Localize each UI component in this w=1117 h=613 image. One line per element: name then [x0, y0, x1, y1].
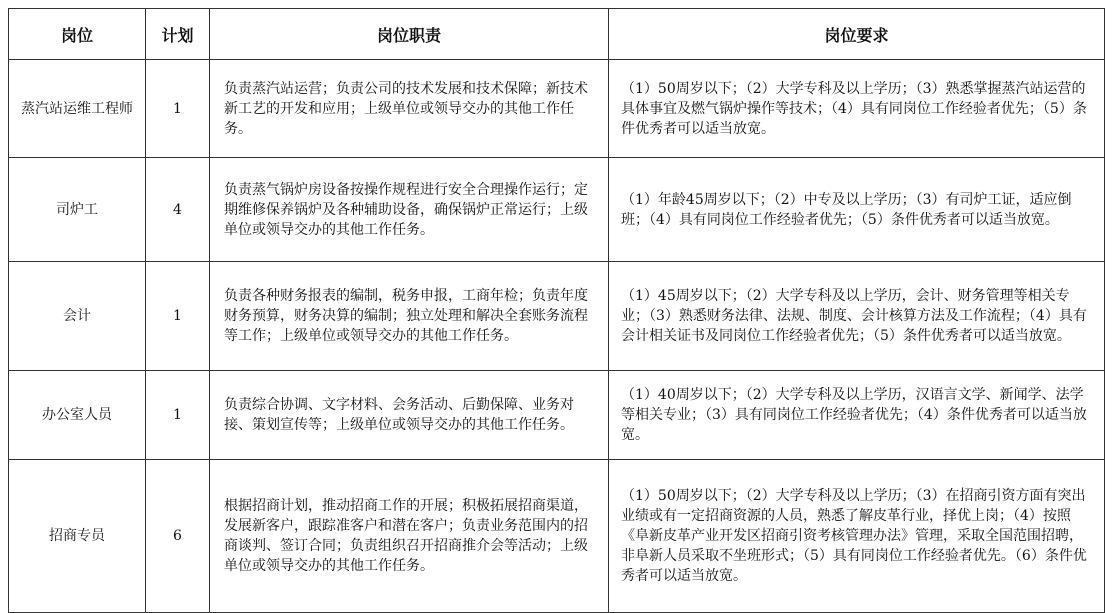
table-row — [9, 60, 1105, 158]
recruitment-table-container — [8, 8, 1105, 613]
table-row — [9, 460, 1105, 613]
duties-cell: 负责各种财务报表的编制，税务申报，工商年检；负责年度财务预算，财务决算的编制；独立处理和解决全套账务流程等工作；上级单位或领导交办的其他工作任务。 — [210, 262, 609, 371]
table-row — [9, 158, 1105, 262]
position-cell: 蒸汽站运维工程师 — [9, 60, 146, 158]
plan-cell: 4 — [146, 158, 210, 262]
position-cell: 办公室人员 — [9, 371, 146, 460]
position-cell: 司炉工 — [9, 158, 146, 262]
table-row — [9, 371, 1105, 460]
requirements-cell: （1）45周岁以下；（2）大学专科及以上学历，会计、财务管理等相关专业；（3）熟悉财务法律、法规、制度、会计核算方法及工作流程；（4）具有会计相关证书及同岗位工作经验者优先；（5）条件优秀者可以适当放宽。 — [609, 262, 1105, 371]
plan-cell: 1 — [146, 60, 210, 158]
requirements-cell: （1）50周岁以下；（2）大学专科及以上学历；（3）熟悉掌握蒸汽站运营的具体事宜及燃气锅炉操作等技术；（4）具有同岗位工作经验者优先；（5）条件优秀者可以适当放宽。 — [609, 60, 1105, 158]
duties-cell: 负责蒸气锅炉房设备按操作规程进行安全合理操作运行；定期维修保养锅炉及各种辅助设备，确保锅炉正常运行；上级单位或领导交办的其他工作任务。 — [210, 158, 609, 262]
duties-cell: 负责蒸汽站运营；负责公司的技术发展和技术保障；新技术新工艺的开发和应用；上级单位或领导交办的其他工作任务。 — [210, 60, 609, 158]
duties-cell: 负责综合协调、文字材料、会务活动、后勤保障、业务对接、策划宣传等；上级单位或领导交办的其他工作任务。 — [210, 371, 609, 460]
requirements-cell: （1）年龄45周岁以下；（2）中专及以上学历；（3）有司炉工证，适应倒班；（4）具有同岗位工作经验者优先；（5）条件优秀者可以适当放宽。 — [609, 158, 1105, 262]
plan-cell: 1 — [146, 262, 210, 371]
requirements-cell: （1）40周岁以下；（2）大学专科及以上学历，汉语言文学、新闻学、法学等相关专业；（3）具有同岗位工作经验者优先；（4）条件优秀者可以适当放宽。 — [609, 371, 1105, 460]
header-plan: 计划 — [146, 9, 210, 60]
requirements-cell: （1）50周岁以下；（2）大学专科及以上学历；（3）在招商引资方面有突出业绩或有一定招商资源的人员，熟悉了解皮革行业，择优上岗；（4）按照《阜新皮革产业开发区招商引资考核管理办法》管理，采取全国范围招聘，非阜新人员采取不坐班形式；（5）具有同岗位工作经验者优先。（6）条件优秀者可以适当放宽。 — [609, 460, 1105, 613]
plan-cell: 6 — [146, 460, 210, 613]
plan-cell: 1 — [146, 371, 210, 460]
header-position: 岗位 — [9, 9, 146, 60]
table-row — [9, 262, 1105, 371]
recruitment-table — [8, 8, 1105, 613]
header-row — [9, 9, 1105, 60]
position-cell: 招商专员 — [9, 460, 146, 613]
header-duties: 岗位职责 — [210, 9, 609, 60]
header-requirements: 岗位要求 — [609, 9, 1105, 60]
duties-cell: 根据招商计划，推动招商工作的开展；积极拓展招商渠道，发展新客户，跟踪准客户和潜在客户；负责业务范围内的招商谈判、签订合同；负责组织召开招商推介会等活动；上级单位或领导交办的其他工作任务。 — [210, 460, 609, 613]
position-cell: 会计 — [9, 262, 146, 371]
